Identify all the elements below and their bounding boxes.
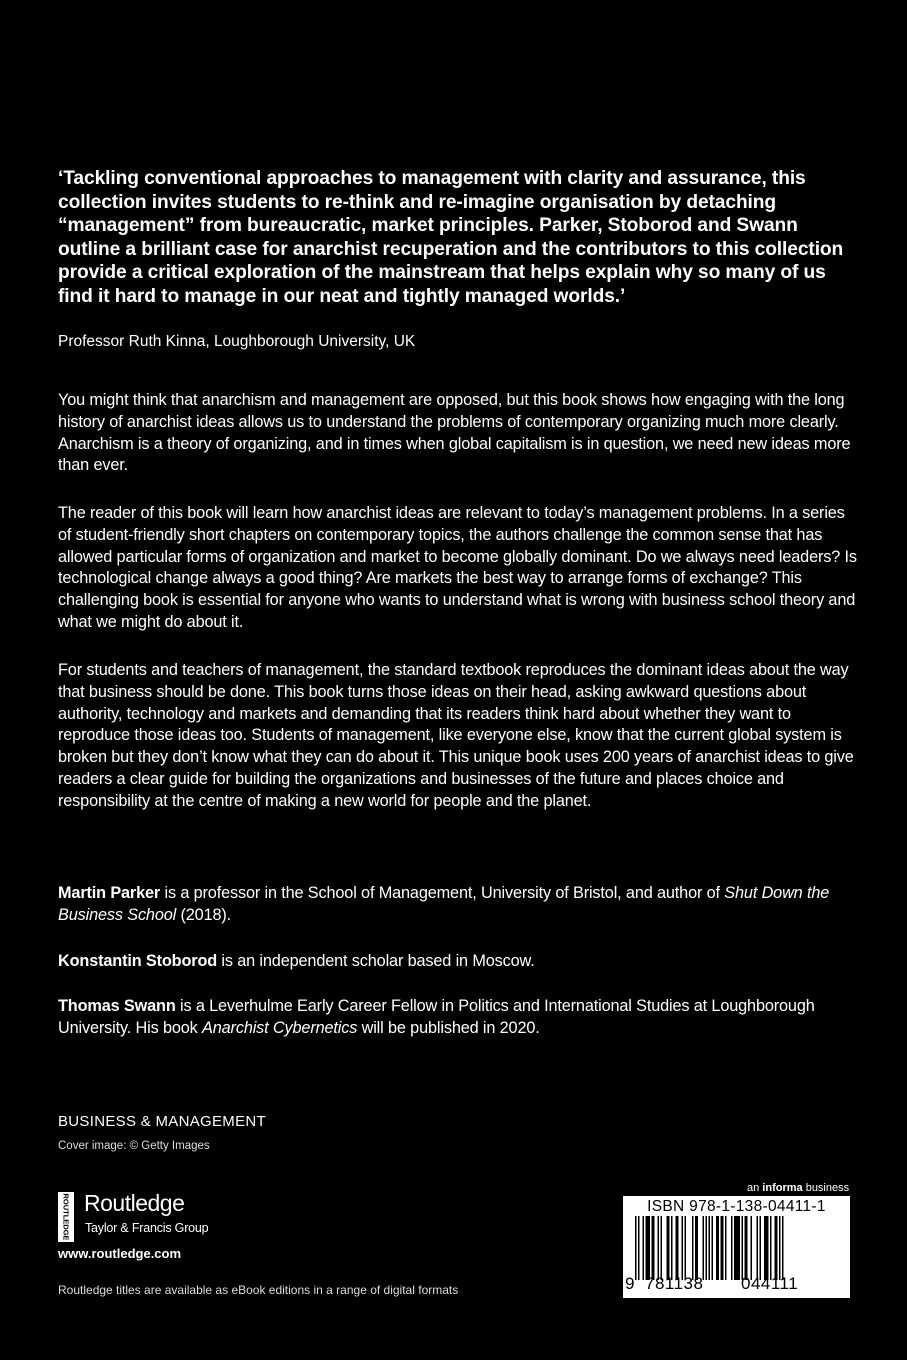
barcode-bar xyxy=(658,1216,660,1280)
publisher-group: Taylor & Francis Group xyxy=(85,1221,209,1235)
bio-konstantin-stoborod xyxy=(58,950,848,972)
barcode-bar xyxy=(695,1216,698,1280)
barcode-right-digits: 044111 xyxy=(741,1274,799,1293)
barcode-bar xyxy=(643,1216,645,1280)
isbn-barcode xyxy=(623,1196,850,1298)
bio-book-title: Shut Down the Business School xyxy=(58,884,830,924)
barcode-bar xyxy=(757,1216,759,1280)
bio-text: is a professor in the School of Management, University of Bristol, and author of xyxy=(160,884,725,902)
barcode-bar xyxy=(652,1216,655,1280)
informa-tagline: an informa business xyxy=(747,1182,850,1194)
endorsement-quote: ‘Tackling conventional approaches to management with clarity and assurance, this collection invites students to re-think and re-imagine organisation by detaching “management” from bureaucratic, market principles. Parker, Stoborod and Swann outline a brilliant case for anarchist recuperation and the contributors to this collection provide a critical exploration of the mainstream that helps explain why so many of us find it hard to manage in our neat and tightly managed worlds.’ xyxy=(58,168,844,307)
barcode-bar xyxy=(775,1216,778,1280)
ebook-note: Routledge titles are available as eBook editions in a range of digital formats xyxy=(58,1283,459,1297)
barcode-bar xyxy=(671,1216,673,1280)
description-paragraph-3: For students and teachers of management, the standard textbook reproduces the dominant ideas about the way that business should be done. This book turns those ideas on their head, asking awkward questions about authority, technology and markets and demanding that its readers think hard about whether they want to reproduce those ideas too. Students of management, like everyone else, know that the current global system is broken but they don’t know what they can do about it. This unique book uses 200 years of anarchist ideas to give readers a clear guide for building the organizations and businesses of the future and places choice and responsibility at the centre of making a new world for people and the planet. xyxy=(58,661,854,810)
routledge-vertical-text: ROUTLEDGE xyxy=(61,1193,71,1241)
barcode-bar xyxy=(685,1216,687,1280)
barcode-bar xyxy=(667,1216,670,1280)
bio-book-title: Anarchist Cybernetics xyxy=(202,1019,358,1037)
publisher-name: Routledge xyxy=(84,1190,185,1216)
barcode-bar xyxy=(779,1216,781,1280)
barcode-bar xyxy=(745,1216,748,1280)
routledge-logo-icon xyxy=(58,1192,74,1242)
barcode-bar xyxy=(635,1216,637,1280)
barcode-bar xyxy=(782,1216,784,1280)
description-paragraph-2: The reader of this book will learn how anarchist ideas are relevant to today’s management problems. In a series of student-friendly short chapters on contemporary topics, the authors challenge the common sense that has allowed particular forms of organization and market to become globally dominant. Do we always need leaders? Is technological change always a good thing? Are markets the best way to arrange forms of exchange? This challenging book is essential for anyone who wants to understand what is wrong with business school theory and what we might do about it. xyxy=(58,504,857,631)
barcode-bar xyxy=(682,1216,684,1280)
barcode-bar xyxy=(742,1216,744,1280)
barcode-bar xyxy=(716,1216,719,1280)
barcode-bar xyxy=(703,1216,705,1280)
barcode-bar xyxy=(692,1216,694,1280)
barcode-bar xyxy=(770,1216,772,1280)
barcode-bar xyxy=(676,1216,679,1280)
bio-text: is a Leverhulme Early Career Fellow in Politics and International Studies at Loughborough University. His book xyxy=(58,997,815,1037)
barcode-bars xyxy=(635,1216,838,1280)
bio-martin-parker xyxy=(58,882,848,926)
barcode-bar xyxy=(760,1216,762,1280)
barcode-bar xyxy=(721,1216,724,1280)
barcode-bar xyxy=(638,1216,640,1280)
subject-category: BUSINESS & MANAGEMENT xyxy=(58,1113,267,1130)
bio-name: Martin Parker xyxy=(58,884,161,902)
barcode-bar xyxy=(764,1216,769,1280)
bio-name: Thomas Swann xyxy=(58,997,176,1015)
bio-text: is an independent scholar based in Moscow. xyxy=(217,952,535,970)
isbn-number: ISBN 978-1-138-04411-1 xyxy=(647,1198,826,1215)
barcode-bar xyxy=(734,1216,740,1280)
bio-name: Konstantin Stoborod xyxy=(58,952,218,970)
barcode-lead-digit: 9 xyxy=(625,1274,635,1293)
barcode-bar xyxy=(725,1216,727,1280)
barcode-bar xyxy=(661,1216,663,1280)
barcode-bar xyxy=(751,1216,753,1280)
bio-tail: will be published in 2020. xyxy=(357,1019,540,1037)
cover-image-credit: Cover image: © Getty Images xyxy=(58,1140,210,1152)
barcode-bar xyxy=(709,1216,711,1280)
description-paragraph-1: You might think that anarchism and management are opposed, but this book shows how engaging with the long history of anarchist ideas allows us to understand the problems of contemporary organizing much more clearly. Anarchism is a theory of organizing, and in times when global capitalism is in question, we need new ideas more than ever. xyxy=(58,391,851,475)
barcode-left-digits: 781138 xyxy=(645,1274,704,1293)
endorsement-attribution: Professor Ruth Kinna, Loughborough University, UK xyxy=(58,333,416,350)
barcode-bar xyxy=(712,1216,714,1280)
barcode-bar xyxy=(646,1216,651,1280)
bio-thomas-swann xyxy=(58,995,848,1039)
publisher-website: www.routledge.com xyxy=(58,1246,182,1261)
bio-tail: (2018). xyxy=(176,906,232,924)
barcode-bar xyxy=(731,1216,733,1280)
barcode-bar xyxy=(706,1216,708,1280)
